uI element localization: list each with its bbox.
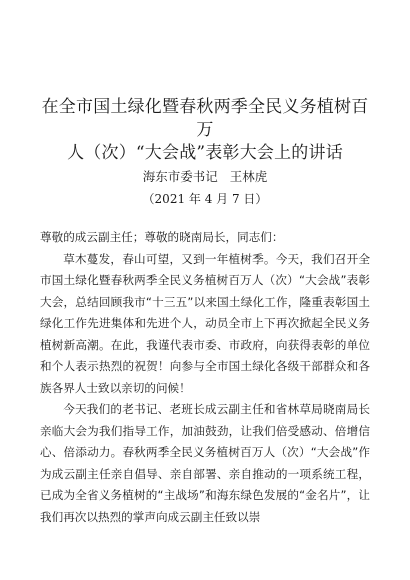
paragraph-2: 今天我们的老书记、老班长成云副主任和省林草局晓南局长亲临大会为我们指导工作，加油鼓劲，让我们倍受感动、倍增信心、倍添动力。春秋两季全民义务植树百万人（次）“大会战”作为成云副主任亲自倡导、亲自部署、亲自推动的一项系统工程，已成为全省义务植树的“主战场”和海东绿色发展的“金名片”，让我们再次以热烈的掌声向成云副主任致以崇 [40,402,370,524]
speaker-org: 海东市委书记 [142,169,218,184]
title-line-2: 人（次）“大会战”表彰大会上的讲话 [67,143,343,163]
document-title [40,96,370,165]
speech-date: （2021 年 4 月 7 日） [142,192,268,206]
salutation: 尊敬的成云副主任；尊敬的晓南局长，同志们： [40,230,284,244]
paragraph-1: 草木蔓发，春山可望，又到一年植树季。今天，我们召开全市国土绿化暨春秋两季全民义务植树百万人（次）“大会战”表彰大会，总结回顾我市“十三五”以来国土绿化工作，隆重表彰国土绿化工作先进集体和先进个人，动员全市上下再次掀起全民义务植树新高潮。在此，我谨代表市委、市政府，向获得表彰的单位和个人表示热烈的祝贺！向参与全市国土绿化各级干部群众和各族各界人士致以亲切的问候！ [40,251,370,395]
speech-body [40,227,370,528]
title-line-1: 在全市国土绿化暨春秋两季全民义务植树百万 [41,97,369,140]
speaker-name: 王林虎 [229,169,268,184]
speaker-byline [40,169,370,185]
